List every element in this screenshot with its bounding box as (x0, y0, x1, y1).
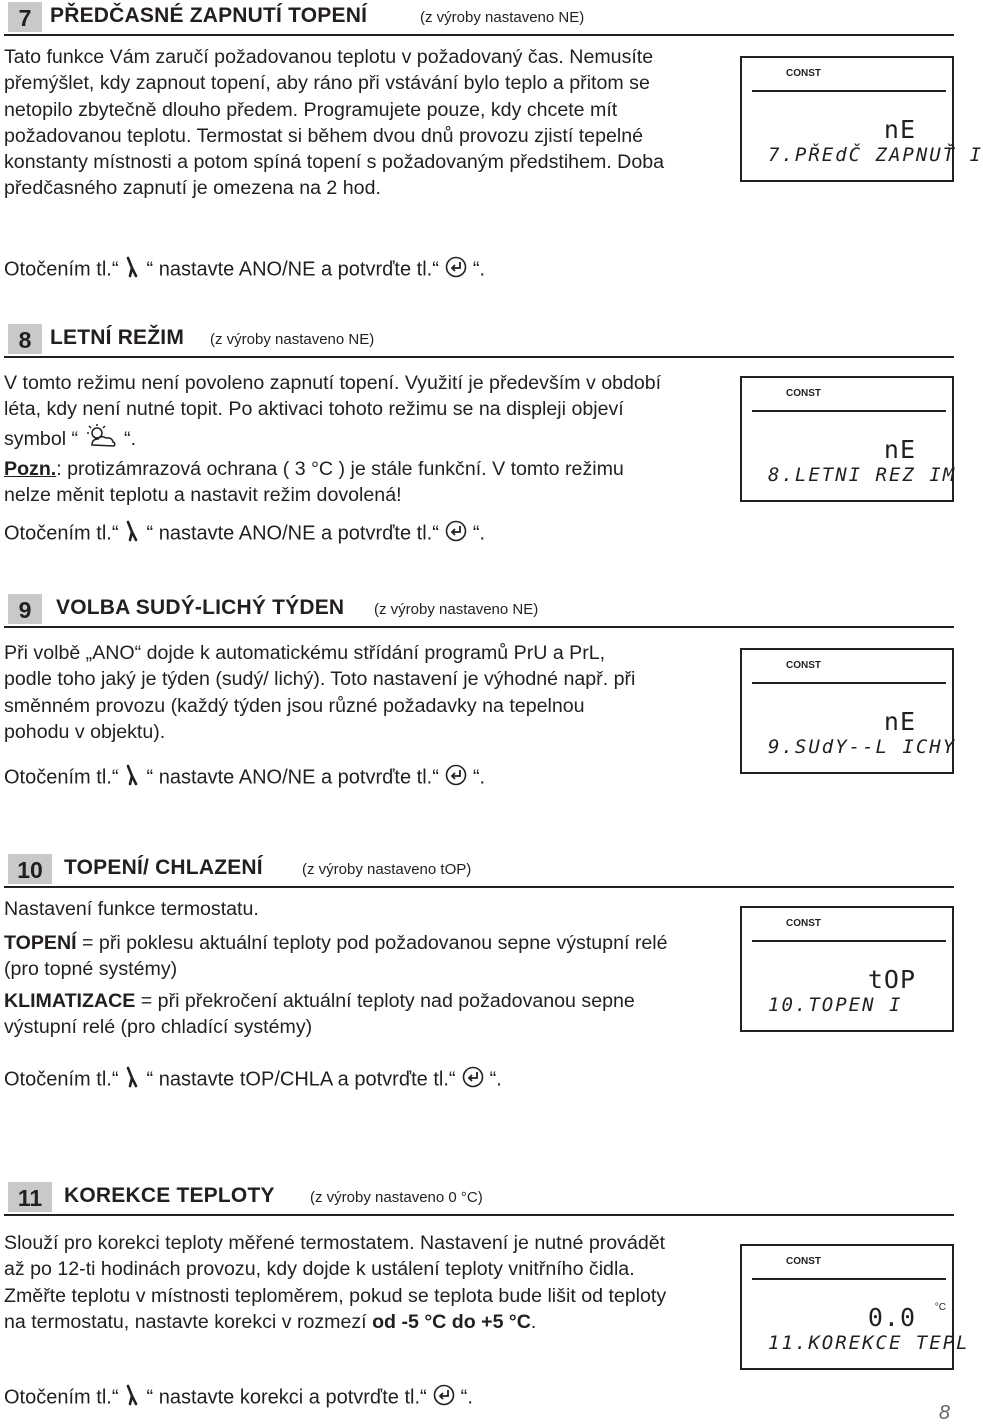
factory-default-note: (z výroby nastaveno 0 °C) (310, 1189, 483, 1206)
wrench-icon (124, 1066, 140, 1094)
lcd-unit: °C (934, 1302, 946, 1313)
instruction-prefix: Otočením tl.“ (4, 1068, 119, 1091)
instruction-middle: “ nastavte ANO/NE a potvrďte tl.“ (146, 258, 439, 281)
note-label: Pozn. (4, 457, 57, 480)
section-header (4, 592, 954, 628)
summer-sun-cloud-icon (84, 423, 118, 456)
section-paragraph: Při volbě „ANO“ dojde k automatickému střídání programů PrU a PrL, podle toho jaký je týden (sudý/ lichý). Toto nastavení je výhodné např. při směnném provozu (každý týden jsou různé požadavky na tepelnou pohodu v objektu). (4, 642, 636, 743)
factory-default-note: (z výroby nastaveno NE) (210, 331, 375, 348)
paragraph-text: = při překročení aktuální teploty nad požadovanou sepne výstupní relé (pro chladící systémy) (4, 990, 635, 1039)
instruction-suffix: “. (460, 1386, 473, 1409)
wrench-icon (124, 1384, 140, 1412)
section-number: 9 (8, 594, 42, 624)
lcd-display (740, 1244, 970, 1370)
instruction-line (4, 520, 485, 548)
instruction-suffix: “. (489, 1068, 502, 1091)
instruction-line (4, 1066, 502, 1094)
section-paragraph (4, 930, 674, 983)
enter-icon (445, 520, 467, 548)
instruction-prefix: Otočením tl.“ (4, 766, 119, 789)
section-title: TOPENÍ/ CHLAZENÍ (64, 856, 263, 879)
section-number: 10 (8, 854, 52, 884)
section-header (4, 852, 954, 888)
lcd-value: nE (883, 707, 916, 736)
section-title: VOLBA SUDÝ-LICHÝ TÝDEN (56, 596, 345, 619)
instruction-middle: “ nastavte ANO/NE a potvrďte tl.“ (146, 522, 439, 545)
section-header (4, 0, 954, 36)
paragraph-text: . (530, 1310, 537, 1333)
section-paragraph: Tato funkce Vám zaručí požadovanou teplotu v požadovaný čas. Nemusíte přemýšlet, kdy zapnout topení, aby ráno při vstávání bylo teplo a přitom se netopilo zbytečně dlouho předem. Programujete pouze, kdy chcete mít požadovanou teplotu. Termostat si během dvou dnů provozu zjistí tepelné konstanty místnosti a potom spíná topení s požadovaným předstihem. Doba předčasného zapnutí je omezena na 2 hod. (4, 46, 665, 200)
wrench-icon (124, 520, 140, 548)
section-header (4, 1180, 954, 1216)
lcd-menu-text: 8.LETNI REZ IM (768, 464, 957, 486)
factory-default-note: (z výroby nastaveno NE) (420, 9, 585, 26)
lcd-const-label: CONST (786, 1256, 821, 1267)
lcd-divider (752, 1278, 946, 1280)
section-title: PŘEDČASNÉ ZAPNUTÍ TOPENÍ (50, 4, 368, 27)
enter-icon (445, 256, 467, 284)
lcd-display (740, 648, 957, 774)
section-number: 8 (8, 324, 42, 354)
lcd-divider (752, 90, 946, 92)
term-cooling: KLIMATIZACE (4, 990, 136, 1012)
wrench-icon (124, 764, 140, 792)
enter-icon (445, 764, 467, 792)
section-number: 11 (8, 1182, 52, 1212)
instruction-prefix: Otočením tl.“ (4, 1386, 119, 1409)
instruction-middle: “ nastavte ANO/NE a potvrďte tl.“ (146, 766, 439, 789)
lcd-const-label: CONST (786, 388, 821, 399)
section-title: KOREKCE TEPLOTY (64, 1184, 275, 1207)
lcd-value: nE (883, 435, 916, 464)
lcd-const-label: CONST (786, 68, 821, 79)
paragraph-text: : protizámrazová ochrana ( 3 °C ) je stále funkční. V tomto režimu nelze měnit teplotu a nastavit režim dovolená! (4, 457, 624, 507)
paragraph-text: Slouží pro korekci teploty měřené termostatem. Nastavení je nutné provádět až po 12-ti hodinách provozu, kdy dojde k ustálení teploty vnitřního čidla. Změřte teplotu v místnosti teploměrem, pokud se teplota bude lišit od teploty na termostatu, nastavte korekci v rozmezí (4, 1232, 667, 1333)
enter-icon (433, 1384, 455, 1412)
lcd-display (740, 376, 957, 502)
section-paragraph (4, 370, 674, 508)
section-title: LETNÍ REŽIM (50, 326, 185, 349)
lcd-menu-text: 11.KOREKCE TEPL (768, 1332, 970, 1354)
correction-range: od -5 °C do +5 °C (372, 1310, 531, 1333)
instruction-suffix: “. (472, 766, 486, 789)
factory-default-note: (z výroby nastaveno NE) (374, 601, 539, 618)
lcd-divider (752, 940, 946, 942)
lcd-display (740, 56, 983, 182)
paragraph-text: “. (124, 427, 137, 450)
lcd-menu-text: 10.TOPEN I (768, 994, 903, 1016)
section-number: 7 (8, 2, 42, 32)
lcd-value: nE (883, 115, 916, 144)
factory-default-note: (z výroby nastaveno tOP) (302, 861, 472, 878)
paragraph-text: Nastavení funkce termostatu. (4, 898, 259, 920)
wrench-icon (124, 256, 140, 284)
instruction-line (4, 1384, 473, 1412)
instruction-prefix: Otočením tl.“ (4, 258, 119, 281)
lcd-value: tOP (867, 965, 916, 994)
enter-icon (462, 1066, 484, 1094)
instruction-middle: “ nastavte tOP/CHLA a potvrďte tl.“ (146, 1068, 456, 1091)
instruction-suffix: “. (472, 258, 486, 281)
instruction-suffix: “. (472, 522, 486, 545)
section-paragraph (4, 988, 674, 1041)
instruction-prefix: Otočením tl.“ (4, 522, 119, 545)
lcd-const-label: CONST (786, 660, 821, 671)
lcd-menu-text: 7.PŘEdČ ZAPNUŤ I (768, 144, 983, 166)
instruction-line (4, 256, 485, 284)
instruction-middle: “ nastavte korekci a potvrďte tl.“ (146, 1386, 427, 1409)
paragraph-text: = při poklesu aktuální teploty pod požadovanou sepne výstupní relé (pro topné systémy) (4, 932, 668, 981)
page-number: 8 (938, 1402, 950, 1424)
lcd-divider (752, 410, 946, 412)
instruction-line (4, 764, 485, 792)
lcd-menu-text: 9.SUdY--L ICHY (768, 736, 957, 758)
lcd-display (740, 906, 954, 1032)
lcd-const-label: CONST (786, 918, 821, 929)
term-heating: TOPENÍ (4, 932, 77, 954)
lcd-divider (752, 682, 946, 684)
section-paragraph (4, 1230, 672, 1335)
section-paragraph (4, 896, 674, 922)
paragraph-text: V tomto režimu není povoleno zapnutí topení. Využití je především v období léta, kdy není nutné topit. Po aktivaci tohoto režimu se na displeji objeví symbol “ (4, 372, 662, 450)
lcd-value: 0.0 (867, 1303, 916, 1332)
section-header (4, 322, 954, 358)
